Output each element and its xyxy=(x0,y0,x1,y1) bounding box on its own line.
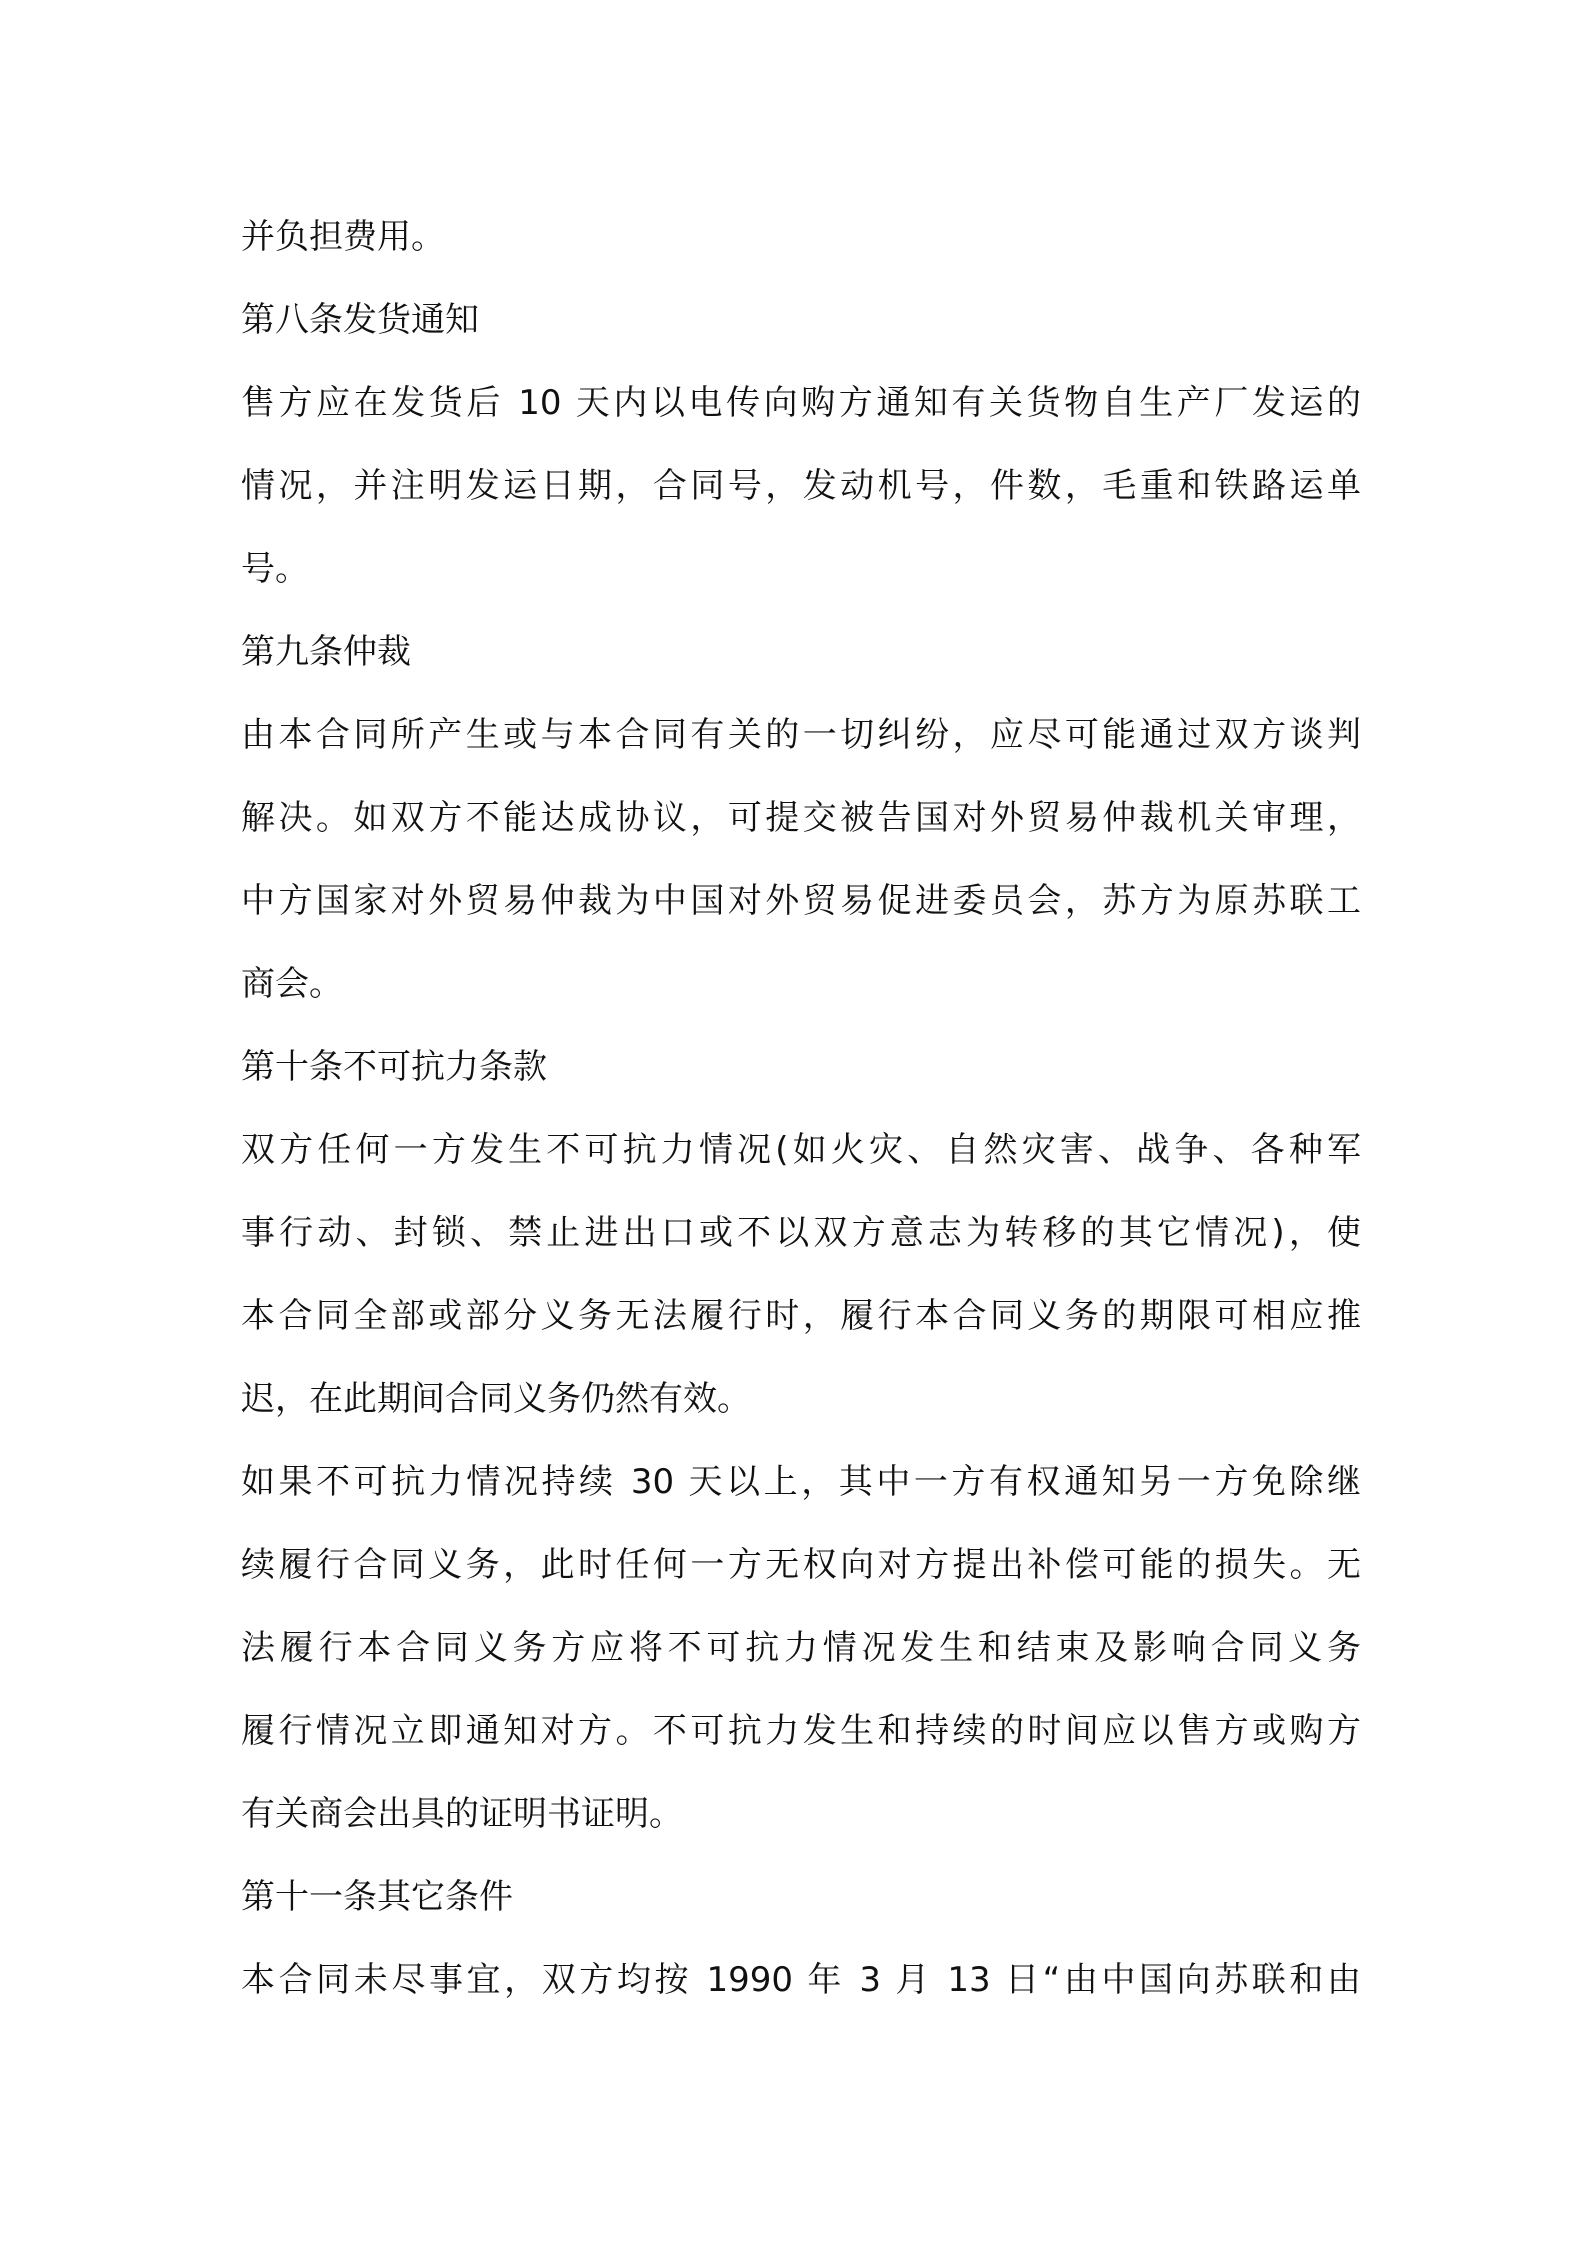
text-line: 中方国家对外贸易仲裁为中国对外贸易促进委员会，苏方为原苏联工 xyxy=(241,881,1361,921)
text-line: 并负担费用。 xyxy=(241,217,445,257)
text-line: 商会。 xyxy=(241,964,343,1004)
text-line: 本合同未尽事宜，双方均按 1990 年 3 月 13 日“由中国向苏联和由 xyxy=(241,1960,1361,2000)
document-body xyxy=(241,196,1361,2022)
section-heading: 第十一条其它条件 xyxy=(241,1877,513,1917)
text-line: 有关商会出具的证明书证明。 xyxy=(241,1794,683,1834)
text-line: 本合同全部或部分义务无法履行时，履行本合同义务的期限可相应推 xyxy=(241,1296,1361,1336)
text-line: 号。 xyxy=(241,549,309,589)
section-heading: 第十条不可抗力条款 xyxy=(241,1047,547,1087)
section-heading: 第九条仲裁 xyxy=(241,632,411,672)
text-line: 法履行本合同义务方应将不可抗力情况发生和结束及影响合同义务 xyxy=(241,1628,1361,1668)
section-heading: 第八条发货通知 xyxy=(241,300,479,340)
text-line: 事行动、封锁、禁止进出口或不以双方意志为转移的其它情况)，使 xyxy=(241,1213,1361,1253)
text-line: 售方应在发货后 10 天内以电传向购方通知有关货物自生产厂发运的 xyxy=(241,383,1361,423)
text-line: 如果不可抗力情况持续 30 天以上，其中一方有权通知另一方免除继 xyxy=(241,1462,1361,1502)
text-line: 续履行合同义务，此时任何一方无权向对方提出补偿可能的损失。无 xyxy=(241,1545,1361,1585)
text-line: 迟，在此期间合同义务仍然有效。 xyxy=(241,1379,751,1419)
text-line: 双方任何一方发生不可抗力情况(如火灾、自然灾害、战争、各种军 xyxy=(241,1130,1361,1170)
text-line: 情况，并注明发运日期，合同号，发动机号，件数，毛重和铁路运单 xyxy=(241,466,1361,506)
text-line: 履行情况立即通知对方。不可抗力发生和持续的时间应以售方或购方 xyxy=(241,1711,1361,1751)
text-line: 解决。如双方不能达成协议，可提交被告国对外贸易仲裁机关审理， xyxy=(241,798,1361,838)
text-line: 由本合同所产生或与本合同有关的一切纠纷，应尽可能通过双方谈判 xyxy=(241,715,1361,755)
